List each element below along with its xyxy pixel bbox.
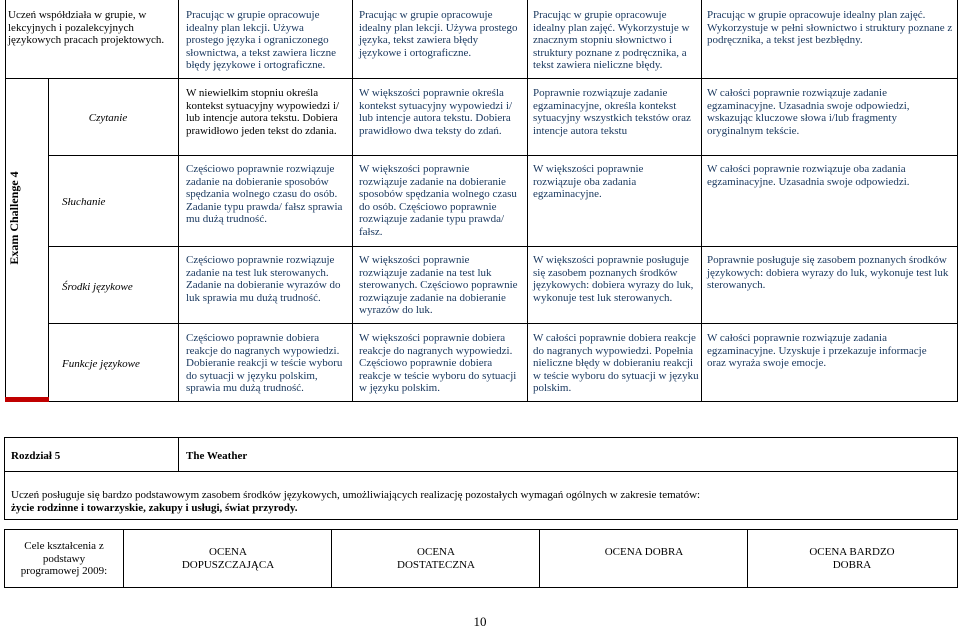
goals-topics: życie rodzinne i towarzyskie, zakupy i usługi, świat przyrody. [11,502,298,514]
grade-dobra: OCENA DOBRA [604,546,684,558]
cell-sluchanie-2: Częściowo poprawnie rozwiązuje zadanie na dobieranie sposobów spędzania wolnego czasu do osób. Zadanie typu prawda/ fałsz sprawia mu dużą trudność. [186,163,343,226]
cell-czytanie-5: W całości poprawnie rozwiązuje zadanie egzaminacyjne. Uzasadnia swoje odpowiedzi, wskazując kluczowe słowa i/lub fragmenty oryginalnym tekście. [707,87,910,137]
cell-czytanie-4: Poprawnie rozwiązuje zadanie egzaminacyjne, określa kontekst sytuacyjny wszystkich tekstów oraz intencje autora tekstu [533,87,691,137]
header-cell-grade-3: Pracując w grupie opracowuje idealny plan lekcji. Używa prostego języka, tekst zawiera błędy językowe i ortograficzne. [359,9,518,59]
grade-bardzo-dobra: OCENA BARDZO DOBRA [809,546,895,571]
header-cell-competence: Uczeń współdziała w grupie, w lekcyjnych i pozalekcyjnych językowych pracach projektowych. [8,9,165,47]
goals-text: Uczeń posługuje się bardzo podstawowym zasobem środków językowych, umożliwiających realizację pozostałych wymagań ogólnych w zakresie tematów: [11,489,701,501]
cell-funkcje-3: W większości poprawnie dobiera reakcje do nagranych wypowiedzi. Częściowo poprawnie dobiera reakcje w teście wyboru do sytuacji w języku polskim. [359,332,517,395]
cell-sluchanie-4: W większości poprawnie rozwiązuje oba zadania egzaminacyjne. [533,163,644,201]
cell-srodki-2: Częściowo poprawnie rozwiązuje zadanie na test luk sterowanych. Zadanie na dobieranie wyrazów do luk sprawia mu dużą trudność. [186,254,341,304]
cell-funkcje-2: Częściowo poprawnie dobiera reakcje do nagranych wypowiedzi. Dobieranie reakcji w teście wyboru do sytuacji w języku polskim, sprawia mu dużą trudność. [186,332,343,395]
row-label-srodki: Środki językowe [62,281,133,293]
header-cell-grade-4: Pracując w grupie opracowuje idealny plan zajęć. Wykorzystuje w znacznym stopniu słownictwo i struktury poznane z podręcznika, a tekst zawiera nieliczne błędy. [533,9,690,72]
cell-czytanie-2: W niewielkim stopniu określa kontekst sytuacyjny wypowiedzi i/ lub intencje autora tekstu. Dobiera prawidłowo jeden tekst do zdania. [186,87,340,137]
cell-srodki-5: Poprawnie posługuje się zasobem poznanych środków językowych: dobiera wyrazy do luk, wykonuje test luk sterowanych. [707,254,949,292]
row-label-funkcje: Funkcje językowe [62,358,140,370]
cell-srodki-4: W większości poprawnie posługuje się zasobem poznanych środków językowych: dobiera wyrazy do luk, wykonuje test luk sterowanych. [533,254,694,304]
header-cell-grade-2: Pracując w grupie opracowuje idealny plan lekcji. Używa prostego języka i ograniczonego słownictwa, a tekst zawiera liczne błędy językowe i ortograficzne. [186,9,336,72]
cell-srodki-3: W większości poprawnie rozwiązuje zadanie na test luk sterowanych. Częściowo poprawnie rozwiązuje zadanie na dobieranie wyrazów do luk. [359,254,518,317]
chapter-title: The Weather [186,450,248,462]
cell-czytanie-3: W większości poprawnie określa kontekst sytuacyjny wypowiedzi i/ lub intencje autora tekstu. Dobiera prawidłowo dwa teksty do zdań. [359,87,513,137]
red-marker [5,397,49,402]
cell-sluchanie-5: W całości poprawnie rozwiązuje oba zadania egzaminacyjne. Uzasadnia swoje odpowiedzi. [707,163,910,188]
row-label-sluchanie: Słuchanie [62,196,106,208]
cell-sluchanie-3: W większości poprawnie rozwiązuje zadanie na dobieranie sposobów spędzania wolnego czasu do osób. Częściowo poprawnie rozwiązuje zadanie typu prawda/ fałsz. [359,163,517,238]
row-label-czytanie: Czytanie [88,112,128,124]
grades-goals-label: Cele kształcenia z podstawy programowej 2009: [20,540,108,578]
header-cell-grade-5: Pracując w grupie opracowuje idealny plan zajęć. Wykorzystuje w pełni słownictwo i struktury poznane z podręcznika, a tekst jest bezbłędny. [707,9,953,47]
cell-funkcje-5: W całości poprawnie rozwiązuje zadania egzaminacyjne. Uzyskuje i przekazuje informacje oraz wyraża swoje emocje. [707,332,927,370]
chapter-label: Rozdział 5 [11,450,61,462]
page-number: 10 [473,614,487,629]
grade-dopuszczajaca: OCENA DOPUSZCZAJĄCA [181,546,275,571]
exam-challenge-label: Exam Challenge 4 [7,171,21,265]
cell-funkcje-4: W całości poprawnie dobiera reakcje do nagranych wypowiedzi. Popełnia nieliczne błędy w dobieraniu reakcji w teście wyboru do sytuacji w języku polskim. [533,332,699,395]
grade-dostateczna: OCENA DOSTATECZNA [397,546,475,571]
